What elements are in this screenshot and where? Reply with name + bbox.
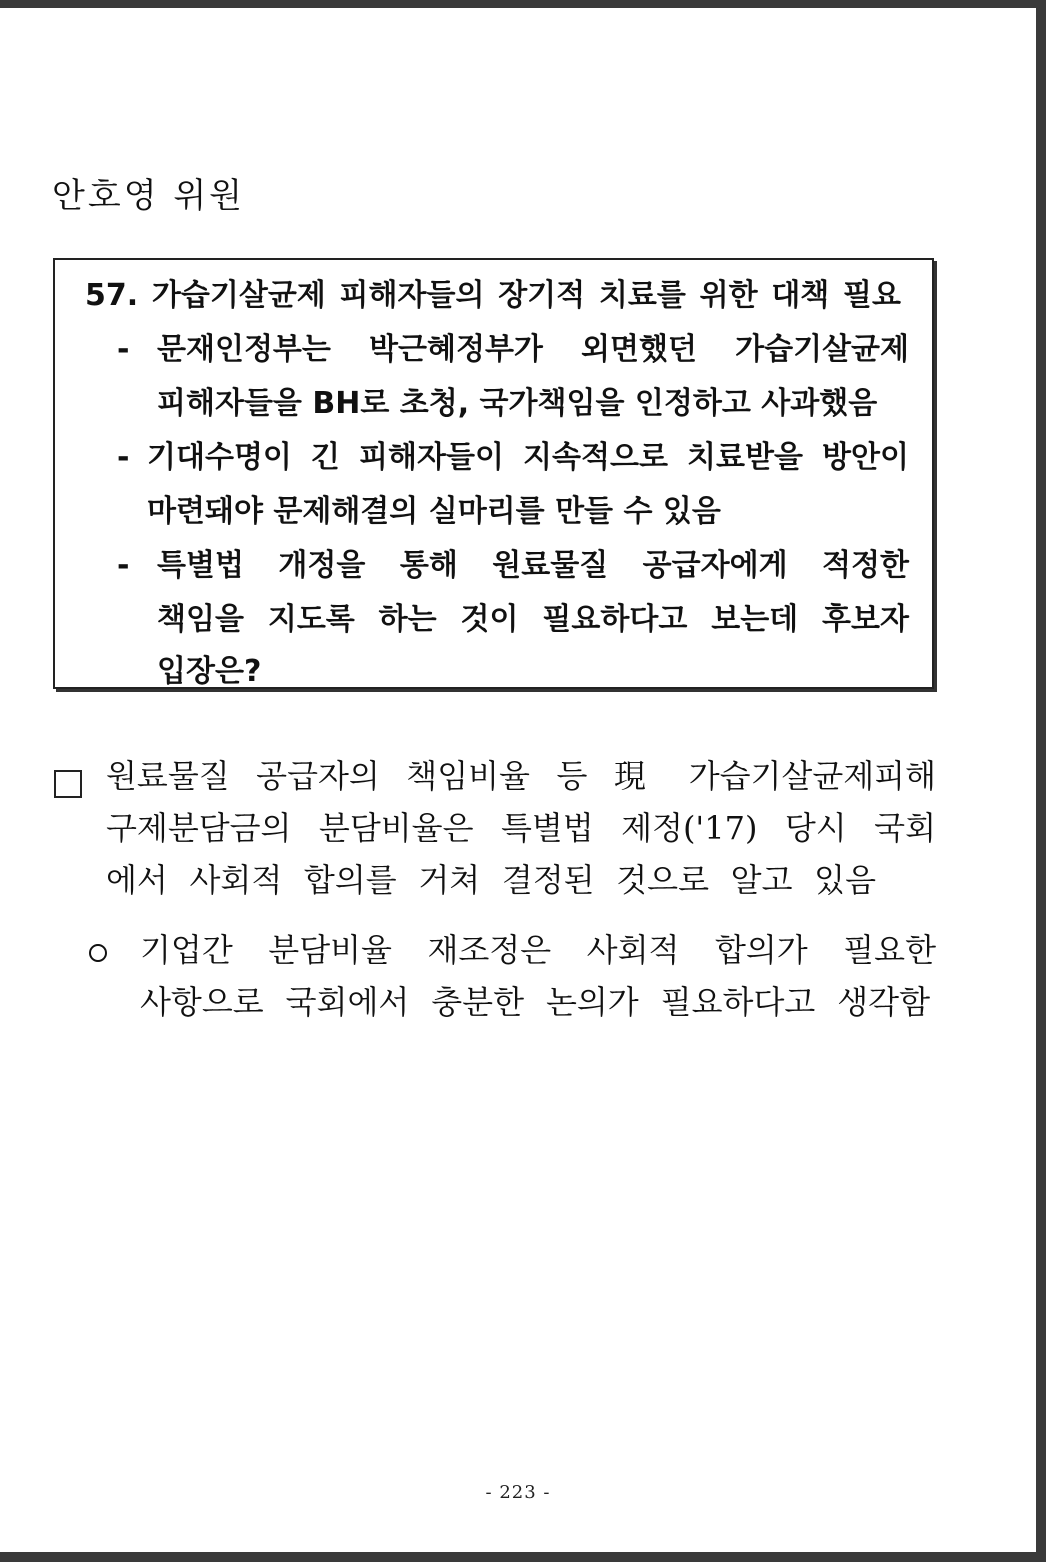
answer-sub-line-2: 사항으로 국회에서 충분한 논의가 필요하다고 생각함: [140, 983, 930, 1021]
question-bullet-3-dash: -: [117, 548, 130, 583]
question-title: 57. 가습기살균제 피해자들의 장기적 치료를 위한 대책 필요: [85, 278, 901, 313]
question-bullet-3-line-1: 특별법 개정을 통해 원료물질 공급자에게 적정한: [157, 548, 909, 583]
checkbox-bullet-icon: [54, 770, 82, 798]
answer-main-line-2: 구제분담금의 분담비율은 특별법 제정('17) 당시 국회: [106, 809, 936, 847]
question-bullet-2-dash: -: [117, 440, 130, 475]
document-page: [0, 8, 1036, 1552]
answer-main-line-1: 원료물질 공급자의 책임비율 등 現 가습기살균제피해: [106, 757, 936, 795]
question-box: [53, 258, 934, 689]
question-bullet-2-line-2: 마련돼야 문제해결의 실마리를 만들 수 있음: [147, 494, 721, 529]
question-bullet-3-line-3: 입장은?: [157, 654, 262, 689]
answer-sub-line-1: 기업간 분담비율 재조정은 사회적 합의가 필요한: [140, 931, 936, 969]
speaker-heading: 안호영 위원: [52, 176, 246, 216]
page-number: - 223 -: [485, 1482, 551, 1503]
circle-bullet-icon: [89, 944, 107, 962]
question-bullet-3-line-2: 책임을 지도록 하는 것이 필요하다고 보는데 후보자: [157, 602, 909, 637]
question-bullet-1-line-2: 피해자들을 BH로 초청, 국가책임을 인정하고 사과했음: [157, 386, 878, 421]
question-bullet-1-line-1: 문재인정부는 박근혜정부가 외면했던 가습기살균제: [157, 332, 909, 367]
answer-main-line-3: 에서 사회적 합의를 거쳐 결정된 것으로 알고 있음: [106, 861, 876, 899]
question-bullet-2-line-1: 기대수명이 긴 피해자들이 지속적으로 치료받을 방안이: [147, 440, 909, 475]
question-bullet-1-dash: -: [117, 332, 130, 367]
